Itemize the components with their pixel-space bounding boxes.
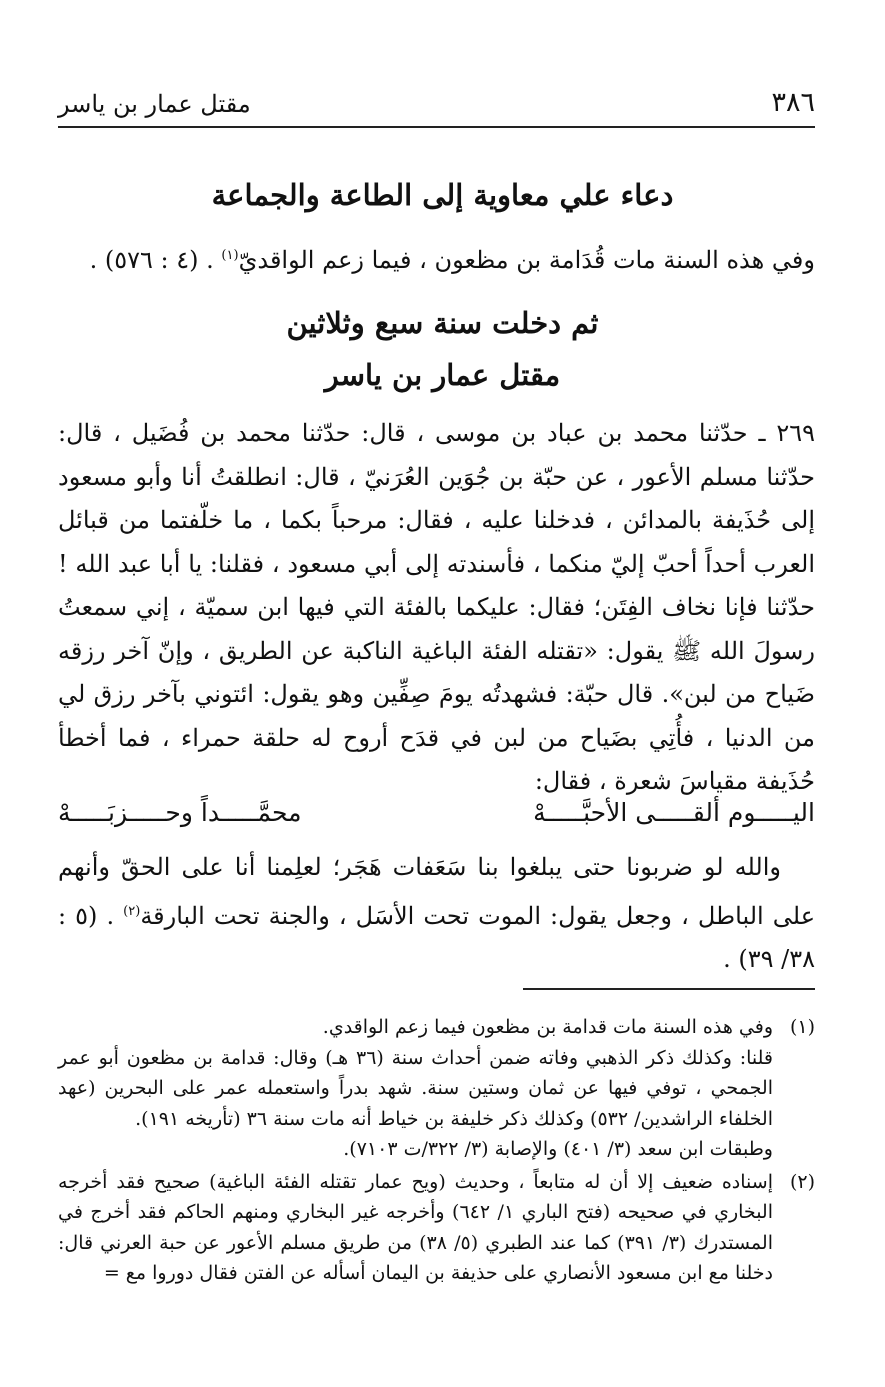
footnote-ref-2: (٢)	[123, 903, 141, 919]
poetry-verse	[58, 790, 815, 836]
footnote-number: (٢)	[789, 1170, 815, 1193]
continuation-text: والله لو ضربونا حتى يبلغوا بنا سَعَفات هَجَر؛ لعلِمنا أنا على الحقّ وأنهم على الباطل ، وجعل يقول: الموت تحت الأسَل ، والجنة تحت البارقة	[58, 853, 816, 930]
intro-paragraph	[58, 236, 815, 280]
intro-text: وفي هذه السنة مات قُدَامة بن مظعون ، فيما زعم الواقديّ	[238, 246, 815, 274]
verse-hemistich-second: محمَّـــــداً وحـــــزبَـــــهْ	[58, 798, 302, 827]
footnote-body	[58, 1167, 773, 1289]
continuation-paragraph	[58, 846, 815, 982]
running-header	[58, 78, 815, 128]
footnote-divider	[523, 988, 815, 990]
footnote-paragraph: وطبقات ابن سعد (٣/ ٤٠١) والإصابة (٣/ ٣٢٢/ت ٧١٠٣).	[343, 1138, 773, 1160]
intro-citation: . (٤ : ٥٧٦) .	[89, 246, 214, 274]
page-number: ٣٨٦	[771, 87, 815, 118]
footnote-body	[58, 1012, 773, 1165]
running-title: مقتل عمار بن ياسر	[58, 90, 251, 118]
footnote-1	[58, 1012, 815, 1165]
footnote-paragraph: وفي هذه السنة مات قدامة بن مظعون فيما زعم الواقدي.	[322, 1016, 773, 1038]
section-heading-muawiya: دعاء علي معاوية إلى الطاعة والجماعة	[211, 178, 674, 212]
footnote-number: (١)	[789, 1016, 815, 1038]
footnote-paragraph: قلنا: وكذلك ذكر الذهبي وفاته ضمن أحداث سنة (٣٦ هـ) وقال: قدامة بن مظعون أبو عمر الجمحي ، توفي فيها عن ثمان وستين سنة. شهد بدراً واستعمله عمر على البحرين (عهد الخلفاء الراشدين/ ٥٣٢) وكذلك ذكر خليفة بن خياط أنه مات سنة ٣٦ (تأريخه ١٩١).	[58, 1046, 773, 1130]
footnote-2	[58, 1167, 815, 1289]
year-heading: ثم دخلت سنة سبع وثلاثين	[286, 306, 599, 340]
continuation-citation: . (٥ : ٣٨/ ٣٩) .	[58, 901, 815, 973]
footnote-ref-1: (١)	[221, 248, 239, 263]
narration-paragraph: ٢٦٩ ـ حدّثنا محمد بن عباد بن موسى ، قال: حدّثنا محمد بن فُضَيل ، قال: حدّثنا مسلم الأعور ، عن حبّة بن جُوَين العُرَنيّ ، قال: انطلقتُ أنا وأبو مسعود إلى حُذَيفة بالمدائن ، فدخلنا عليه ، فقال: مرحباً بكما ، ما خلّفتما من قبائل العرب أحداً أحبّ إليّ منكما ، فأسندته إلى أبي مسعود ، فقلنا: يا أبا عبد الله ! حدّثنا فإنا نخاف الفِتَن؛ فقال: عليكما بالفئة التي فيها ابن سميّة ، إني سمعتُ رسولَ الله ﷺ يقول: «تقتله الفئة الباغية الناكبة عن الطريق ، وإنّ آخر رزقه ضَياح من لبن». قال حبّة: فشهدتُه يومَ صِفِّين وهو يقول: ائتوني بآخر رزق لي من الدنيا ، فأُتِي بضَياح من لبن في قدَح أروح له حلقة حمراء ، فما أخطأ حُذَيفة مقياسَ شعرة ، فقال:	[58, 419, 816, 795]
footnotes	[58, 1012, 815, 1291]
footnote-paragraph: إسناده ضعيف إلا أن له متابعاً ، وحديث (ويح عمار تقتله الفئة الباغية) صحيح فقد أخرجه البخاري في صحيحه (فتح الباري ١/ ٦٤٢) وأخرجه غير البخاري ومنهم الحاكم فقد أخرج في المستدرك (٣/ ٣٩١) كما عند الطبري (٥/ ٣٨) من طريق مسلم الأعور عن حبة العرني قال: دخلنا مع ابن مسعود الأنصاري على حذيفة بن اليمان أسأله عن الفتن فقال دوروا مع =	[58, 1170, 773, 1284]
chapter-heading: مقتل عمار بن ياسر	[324, 358, 561, 392]
verse-hemistich-first: اليـــــوم ألقـــــى الأحبَّـــــهْ	[533, 798, 815, 827]
